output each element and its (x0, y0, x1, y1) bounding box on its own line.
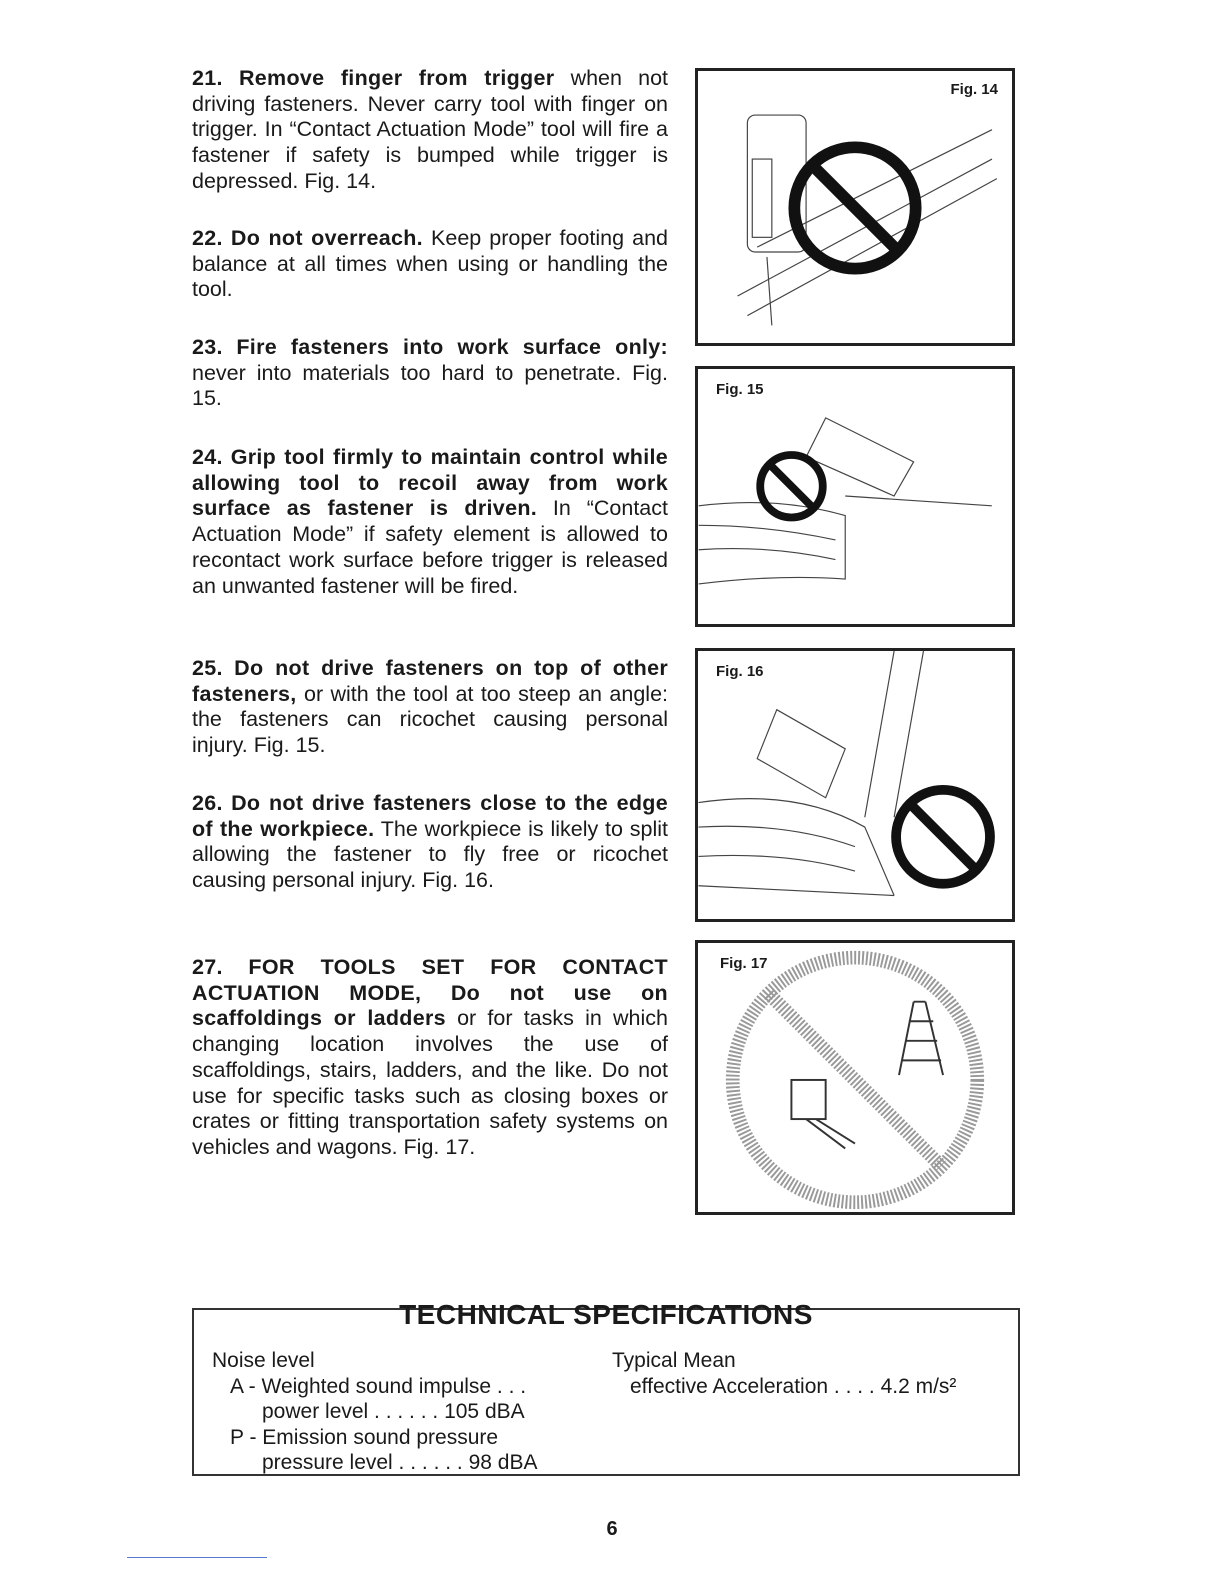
figure-16 (695, 648, 1015, 922)
item-text: Keep proper footing and balance at all times when using or handling the tool. (192, 226, 668, 302)
figure-label: Fig. 15 (716, 381, 764, 398)
spec-line: P - Emission sound pressure (230, 1425, 499, 1449)
item-number: 21. (192, 66, 223, 90)
spec-line: effective Acceleration . . . . 4.2 m/s² (630, 1374, 957, 1398)
item-number: 22. (192, 226, 223, 250)
prohibition-icon (794, 147, 915, 268)
item-heading: Remove finger from trigger (238, 66, 555, 90)
divider-line (127, 1557, 267, 1558)
item-heading: Do not drive fasteners on top of other fasteners, (192, 656, 668, 706)
item-text: or with the tool at too steep an angle: the fasteners can ricochet causing personal injury. Fig. 15. (192, 681, 668, 758)
spec-line: pressure level . . . . . . 98 dBA (262, 1451, 538, 1474)
vibration-specs (612, 1348, 956, 1399)
safety-item-26 (192, 791, 668, 894)
item-heading: FOR TOOLS SET FOR CONTACT ACTUATION MODE, Do not use on scaffoldings or ladders (192, 955, 668, 1031)
figure-14 (695, 68, 1015, 346)
safety-item-22 (192, 226, 668, 303)
item-text: The workpiece is likely to split allowing the fastener to fly free or ricochet causing personal injury. Fig. 16. (192, 816, 668, 893)
item-text: when not driving fasteners. Never carry tool with finger on trigger. In “Contact Actuation Mode” tool will fire a fastener if safety is bumped while trigger is depressed. Fig. 14. (192, 66, 668, 193)
item-heading: Grip tool firmly to maintain control while allowing tool to recoil away from work surface as fastener is driven. (192, 445, 668, 521)
item-text: never into materials too hard to penetrate. Fig. 15. (192, 360, 668, 411)
item-heading: Fire fasteners into work surface only: (236, 335, 668, 359)
item-heading: Do not overreach. (230, 226, 423, 250)
figure-17 (695, 940, 1015, 1215)
safety-item-21 (192, 66, 668, 195)
noise-specs (212, 1348, 537, 1476)
figure-label: Fig. 14 (950, 81, 998, 98)
spec-line: A - Weighted sound impulse . . . (230, 1374, 527, 1398)
edge-of-workpiece-prohibited-illustration (698, 651, 1012, 919)
technical-specifications-box (192, 1299, 1020, 1476)
safety-item-24 (192, 445, 668, 599)
spec-line: power level . . . . . . 105 dBA (262, 1400, 525, 1423)
ladder-use-prohibited-illustration (698, 943, 1012, 1212)
nailer-trigger-prohibited-illustration (698, 71, 1012, 343)
item-number: 23. (192, 335, 223, 359)
item-text: or for tasks in which changing location involves the use of scaffoldings, stairs, ladders, and the like. Do not use for specific tasks such as closing boxes or crates or fitting transportation safety systems on vehicles and wagons. Fig. 17. (192, 1006, 668, 1159)
spec-line: Noise level (212, 1349, 315, 1372)
spec-line: Typical Mean (612, 1349, 736, 1372)
item-text: In “Contact Actuation Mode” if safety element is allowed to recontact work surface before trigger is released an unwanted fastener will be fired. (192, 496, 668, 598)
safety-item-23 (192, 335, 668, 412)
safety-item-25 (192, 656, 668, 759)
figure-label: Fig. 17 (720, 955, 768, 972)
page-number: 6 (606, 1518, 618, 1540)
specs-title: TECHNICAL SPECIFICATIONS (399, 1299, 813, 1330)
figure-label: Fig. 16 (716, 663, 764, 680)
fastener-on-fastener-prohibited-illustration (698, 369, 1012, 624)
safety-item-27 (192, 955, 668, 1161)
item-number: 25. (192, 656, 223, 680)
item-number: 27. (192, 955, 223, 979)
prohibition-icon (760, 455, 823, 518)
item-heading: Do not drive fasteners close to the edge of the workpiece. (192, 791, 668, 841)
item-number: 24. (192, 445, 223, 469)
item-number: 26. (192, 791, 223, 815)
figure-15 (695, 366, 1015, 627)
prohibition-icon (896, 790, 990, 884)
